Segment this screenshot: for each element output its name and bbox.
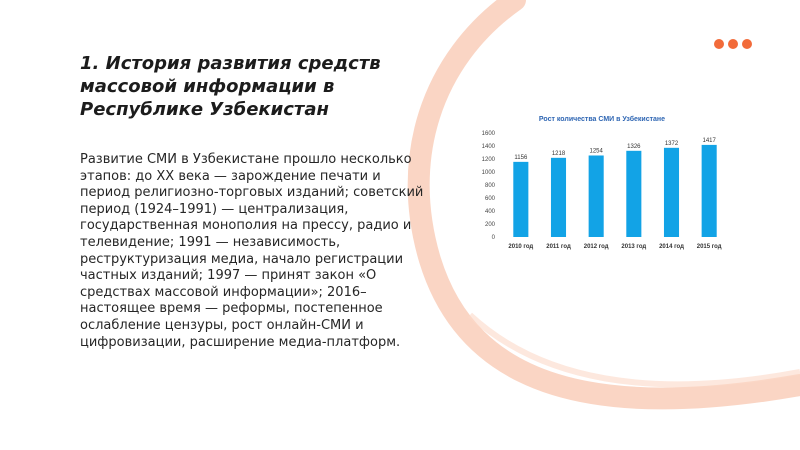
x-tick-label: 2013 год — [621, 244, 647, 250]
data-label: 1372 — [664, 140, 679, 147]
y-tick-label: 1400 — [481, 144, 495, 150]
dot — [742, 39, 752, 49]
chart-svg — [470, 107, 734, 257]
bar — [589, 155, 604, 237]
bar — [702, 145, 717, 237]
y-tick-label: 1600 — [481, 131, 495, 137]
y-tick-label: 1000 — [481, 170, 495, 176]
data-label: 1417 — [702, 137, 716, 144]
y-tick-label: 400 — [484, 209, 495, 215]
dot — [714, 39, 724, 49]
y-tick-label: 200 — [484, 222, 495, 228]
x-tick-label: 2012 год — [583, 244, 609, 250]
data-label: 1326 — [627, 143, 641, 150]
x-tick-label: 2014 год — [659, 244, 684, 250]
dot — [728, 39, 738, 49]
x-tick-label: 2015 год — [696, 244, 722, 250]
data-label: 1218 — [551, 150, 566, 157]
y-tick-label: 0 — [491, 235, 495, 241]
data-label: 1156 — [514, 154, 528, 161]
chart-title: Рост количества СМИ в Узбекистане — [538, 116, 666, 123]
bar — [664, 148, 679, 237]
bar — [513, 162, 528, 237]
data-label: 1254 — [589, 148, 603, 155]
x-tick-label: 2011 год — [546, 244, 571, 250]
y-tick-label: 600 — [484, 196, 495, 202]
bar — [626, 151, 641, 237]
y-tick-label: 800 — [484, 183, 495, 189]
y-tick-label: 1200 — [481, 157, 495, 163]
bar — [551, 158, 566, 237]
slide-title: 1. История развития средств массовой информации в Республике Узбекистан — [80, 53, 381, 120]
three-dots-icon — [714, 39, 752, 49]
body-text: Развитие СМИ в Узбекистане прошло несколько этапов: до XX века — зарождение печати и период религиозно-торговых изданий; советский период (1924–1991) — централизация, государственная монополия на прессу, радио и телевидение; 1991 — независимость, реструктуризация медиа, начало регистрации частных изданий; 1997 — принят закон «О средствах массовой информации»; 2016–настоящее время — реформы, постепенное ослабление цензуры, рост онлайн-СМИ и цифровизации, расширение медиа-платформ. — [80, 152, 424, 350]
x-tick-label: 2010 год — [508, 244, 534, 250]
chart — [470, 107, 734, 257]
